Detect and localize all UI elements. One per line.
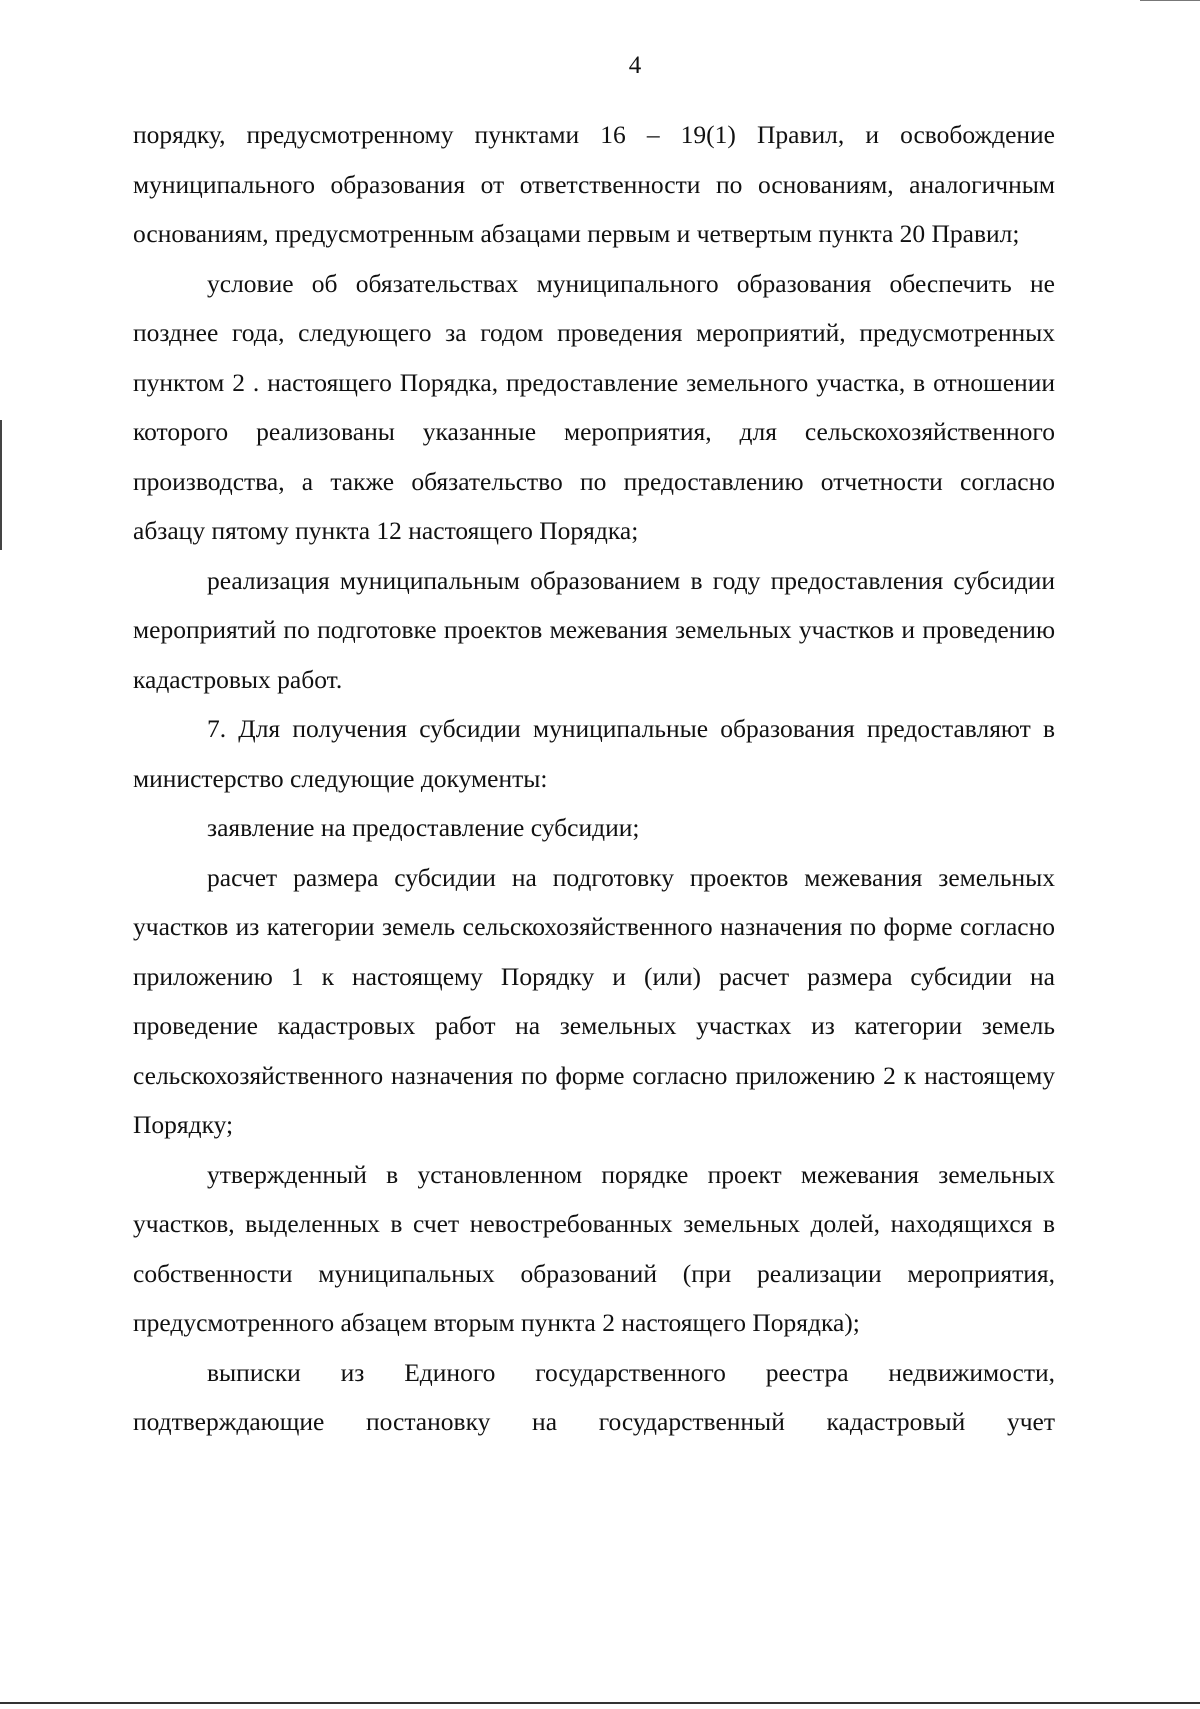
paragraph-6: расчет размера субсидии на подготовку проектов межевания земельных участков из категории земель сельскохозяйственного назначения по форме согласно приложению 1 к настоящему Порядку и (или) расчет размера субсидии на проведение кадастровых работ на земельных участках из категории земель сельскохозяйственного назначения по форме согласно приложению 2 к настоящему Порядку; bbox=[133, 862, 1055, 1139]
paragraph-7: утвержденный в установленном порядке проект межевания земельных участков, выделенных в счет невостребованных земельных долей, находящихся в собственности муниципальных образований (при реализации мероприятия, предусмотренного абзацем вторым пункта 2 настоящего Порядка); bbox=[133, 1159, 1055, 1337]
paragraph-4: 7. Для получения субсидии муниципальные образования предоставляют в министерство следующие документы: bbox=[133, 714, 1055, 793]
scan-edge-left bbox=[0, 420, 2, 550]
scan-edge-top bbox=[1140, 0, 1200, 1]
document-body bbox=[133, 110, 1055, 1447]
page-number: 4 bbox=[628, 52, 642, 79]
paragraph-3: реализация муниципальным образованием в году предоставления субсидии мероприятий по подготовке проектов межевания земельных участков и проведению кадастровых работ. bbox=[133, 565, 1055, 694]
paragraph-1: порядку, предусмотренному пунктами 16 – 19(1) Правил, и освобождение муниципального образования от ответственности по основаниям, аналогичным основаниям, предусмотренным абзацами первым и четвертым пункта 20 Правил; bbox=[133, 120, 1055, 248]
paragraph-8: выписки из Единого государственного реестра недвижимости, подтверждающие постановку на государственный кадастровый учет bbox=[133, 1357, 1055, 1436]
scan-edge-bottom bbox=[0, 1702, 1200, 1704]
paragraph-5: заявление на предоставление субсидии; bbox=[207, 813, 640, 842]
paragraph-2: условие об обязательствах муниципального образования обеспечить не позднее года, следующего за годом проведения мероприятий, предусмотренных пунктом 2 . настоящего Порядка, предоставление земельного участка, в отношении которого реализованы указанные мероприятия, для сельскохозяйственного производства, а также обязательство по предоставлению отчетности согласно абзацу пятому пункта 12 настоящего Порядка; bbox=[133, 268, 1055, 545]
